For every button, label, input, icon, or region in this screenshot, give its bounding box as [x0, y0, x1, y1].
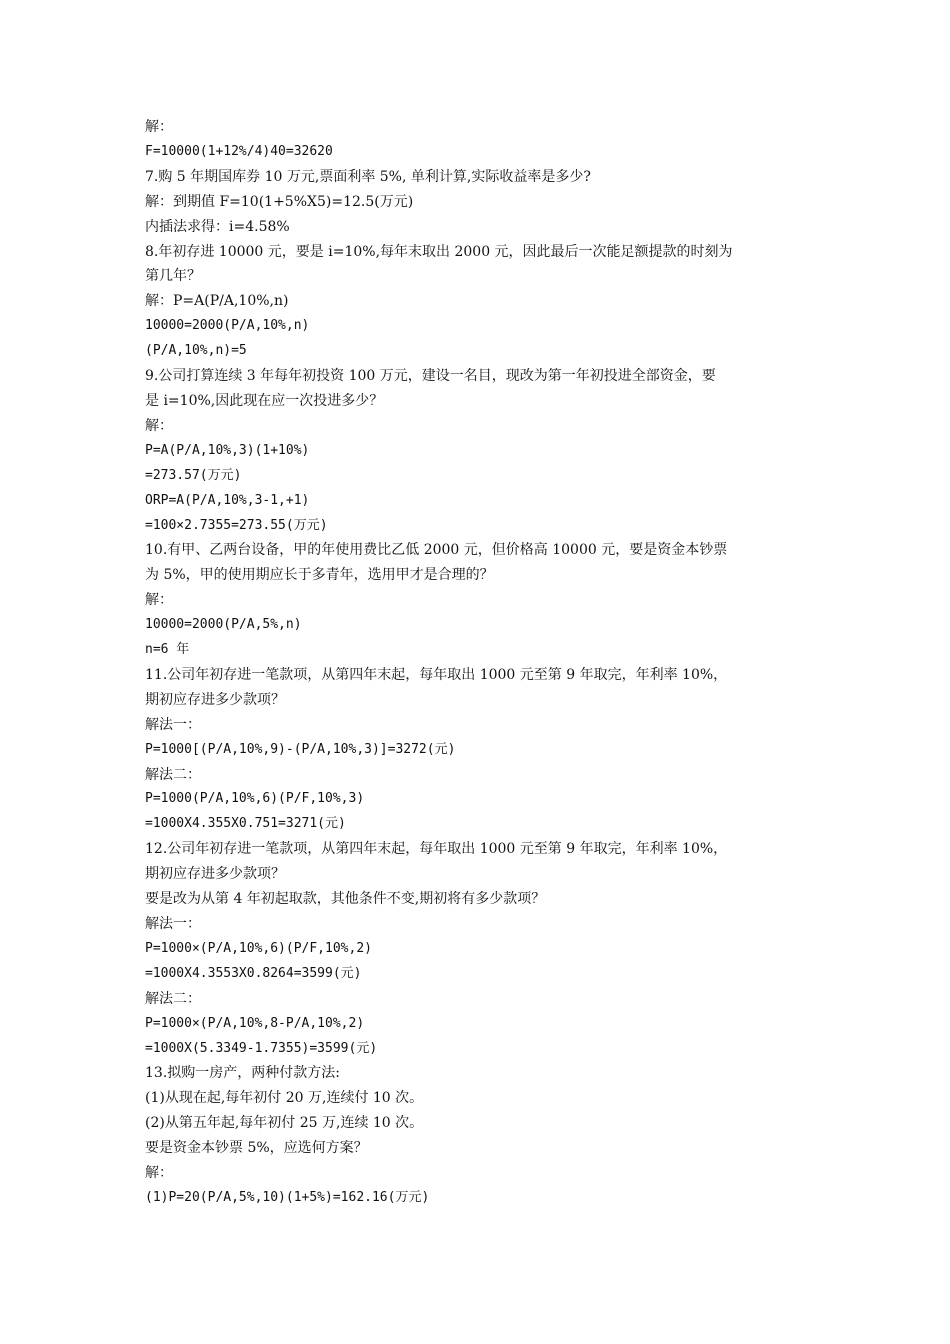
question-line: 要是改为从第 4 年初起取款，其他条件不变,期初将有多少款项？: [145, 891, 546, 908]
question-line: 11.公司年初存进一笔款项，从第四年末起，每年取出 1000 元至第 9 年取完，年利率 10%，: [145, 666, 728, 683]
question-line: 为 5%，甲的使用期应长于多青年，选用甲才是合理的？: [145, 567, 494, 584]
question-line: 9.公司打算连续 3 年每年初投资 100 万元，建设一名目，现改为第一年初投进全部资金，要: [145, 368, 716, 385]
text-line: 解：P=A(P/A,10%,n): [145, 293, 289, 310]
question-line: 8.年初存进 10000 元，要是 i=10%,每年末取出 2000 元，因此最后一次能足额提款的时刻为: [145, 243, 733, 260]
text-line: 解法二：: [145, 766, 201, 783]
formula-line: =1000X4.3553X0.8264=3599(元): [145, 965, 362, 981]
formula-line: P=1000[(P/A,10%,9)-(P/A,10%,3)]=3272(元): [145, 741, 456, 757]
question-line: 要是资金本钞票 5%，应选何方案？: [145, 1140, 368, 1157]
formula-line: =100×2.7355=273.55(万元): [145, 517, 328, 533]
formula-line: P=A(P/A,10%,3)(1+10%): [145, 442, 310, 458]
text-line: 解：到期值 F=10(1+5%X5)=12.5(万元): [145, 193, 414, 210]
text-line: 解法二：: [145, 990, 201, 1007]
text-line: 解：: [145, 417, 173, 434]
formula-line: =273.57(万元): [145, 467, 242, 483]
question-line: 10.有甲、乙两台设备，甲的年使用费比乙低 2000 元，但价格高 10000 元，要是资金本钞票: [145, 542, 728, 559]
question-line: 是 i=10%,因此现在应一次投进多少？: [145, 392, 384, 409]
formula-line: 10000=2000(P/A,10%,n): [145, 318, 310, 334]
question-line: 期初应存进多少款项？: [145, 691, 285, 708]
formula-line: F=10000(1+12%/4)40=32620: [145, 143, 333, 159]
formula-line: ORP=A(P/A,10%,3-1,+1): [145, 492, 310, 508]
formula-line: P=1000(P/A,10%,6)(P/F,10%,3): [145, 791, 365, 807]
question-line: 第几年？: [145, 268, 201, 285]
formula-line: (1)P=20(P/A,5%,10)(1+5%)=162.16(万元): [145, 1189, 430, 1205]
question-line: 13.拟购一房产，两种付款方法:: [145, 1065, 340, 1082]
text-line: 解：: [145, 1165, 173, 1182]
text-line: 内插法求得：i=4.58%: [145, 218, 290, 235]
formula-line: =1000X4.355X0.751=3271(元): [145, 816, 346, 832]
text-line: 解：: [145, 119, 173, 135]
formula-line: P=1000×(P/A,10%,8-P/A,10%,2): [145, 1015, 365, 1031]
formula-line: n=6 年: [145, 642, 190, 658]
formula-line: (P/A,10%,n)=5: [145, 343, 247, 359]
text-line: (2)从第五年起,每年初付 25 万,连续 10 次。: [145, 1115, 424, 1132]
question-line: 7.购 5 年期国库券 10 万元,票面利率 5%, 单利计算,实际收益率是多少?: [145, 168, 591, 185]
text-line: (1)从现在起,每年初付 20 万,连续付 10 次。: [145, 1090, 424, 1107]
formula-line: 10000=2000(P/A,5%,n): [145, 617, 302, 633]
text-line: 解法一：: [145, 916, 201, 932]
question-line: 12.公司年初存进一笔款项，从第四年末起，每年取出 1000 元至第 9 年取完，年利率 10%，: [145, 841, 728, 858]
question-line: 期初应存进多少款项？: [145, 866, 285, 883]
formula-line: P=1000×(P/A,10%,6)(P/F,10%,2): [145, 940, 372, 956]
text-line: 解：: [145, 592, 173, 609]
text-line: 解法一：: [145, 716, 201, 733]
document-body: [145, 115, 815, 1211]
formula-line: =1000X(5.3349-1.7355)=3599(元): [145, 1040, 378, 1056]
